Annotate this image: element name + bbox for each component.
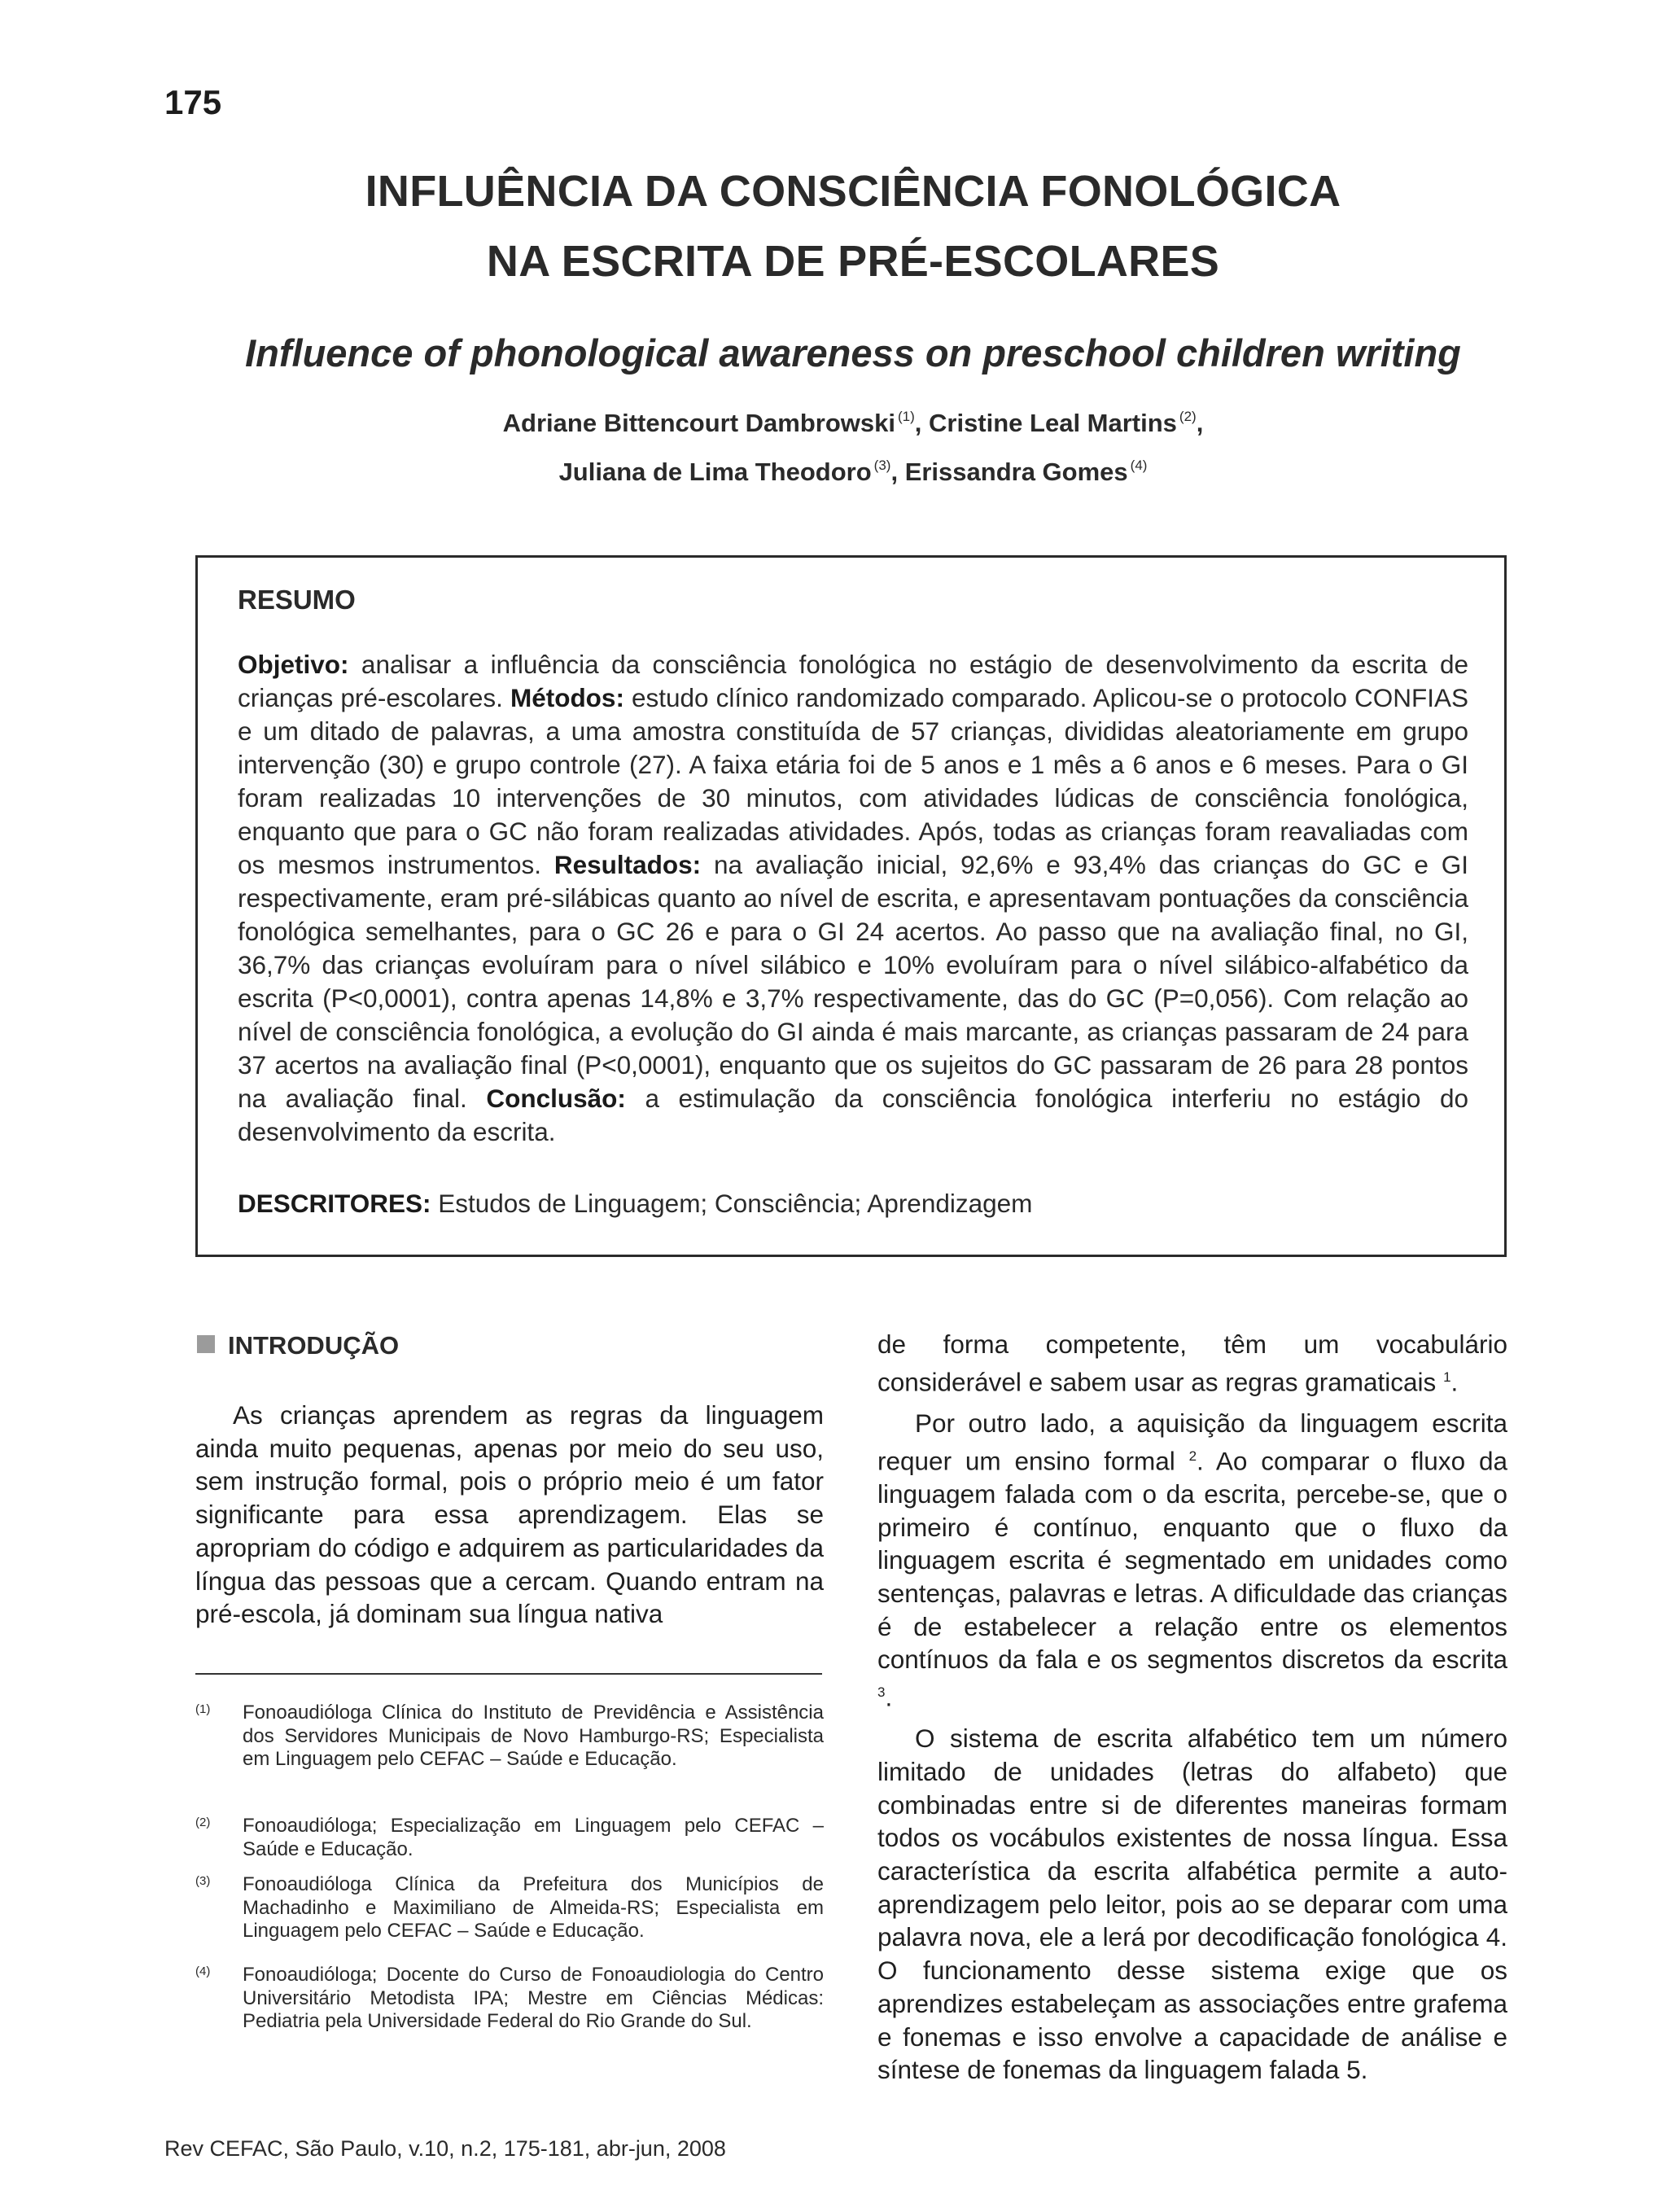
author-affiliation-mark: (4) bbox=[1130, 458, 1148, 473]
reference-mark: 2 bbox=[1188, 1448, 1197, 1464]
conclusao-label: Conclusão: bbox=[486, 1084, 626, 1113]
paragraph-text: Por outro lado, a aquisição da linguagem escrita requer um ensino formal bbox=[877, 1408, 1507, 1476]
footnote-text: Fonoaudióloga; Docente do Curso de Fonoaudiologia do Centro Universitário Metodista IPA; Mestre em Ciências Médicas: Pediatria pela Universidade Federal do Rio Grande do Sul. bbox=[243, 1964, 824, 2032]
continuation-text: de forma competente, têm um vocabulário considerável e sabem usar as regras gramaticais bbox=[877, 1329, 1507, 1397]
journal-citation-footer: Rev CEFAC, São Paulo, v.10, n.2, 175-181, abr-jun, 2008 bbox=[164, 2136, 726, 2161]
footnote-text: Fonoaudióloga Clínica da Prefeitura dos Municípios de Machadinho e Maximiliano de Almeida-RS; Especialista em Linguagem pelo CEFAC – Saúde e Educação. bbox=[243, 1873, 824, 1942]
introduction-heading-text: INTRODUÇÃO bbox=[228, 1331, 400, 1360]
author-affiliation-mark: (1) bbox=[897, 409, 915, 424]
footnote-text: Fonoaudióloga; Especialização em Linguagem pelo CEFAC – Saúde e Educação. bbox=[243, 1815, 824, 1860]
keywords-text: Estudos de Linguagem; Consciência; Aprendizagem bbox=[431, 1189, 1033, 1218]
right-column-text bbox=[877, 1328, 1507, 2095]
abstract-body bbox=[238, 648, 1468, 1149]
intro-paragraph-1-continuation bbox=[877, 1328, 1507, 1399]
footnote-mark: (4) bbox=[195, 1965, 211, 1978]
author-name: Adriane Bittencourt Dambrowski bbox=[502, 409, 895, 437]
conclusao-text: a estimulação da consciência fonológica interferiu no estágio do desenvolvimento da escrita. bbox=[238, 1084, 1468, 1146]
continuation-end: . bbox=[1450, 1367, 1459, 1397]
intro-paragraph-1: As crianças aprendem as regras da linguagem ainda muito pequenas, apenas por meio do seu uso, sem instrução formal, pois o próprio meio é um fator significante para essa aprendizagem. Elas se apropriam do código e adquirem as particularidades da língua das pessoas que a cercam. Quando entram na pré-escola, já dominam sua língua nativa bbox=[195, 1400, 824, 1629]
article-title-line-2: NA ESCRITA DE PRÉ-ESCOLARES bbox=[486, 237, 1220, 286]
introduction-heading bbox=[197, 1331, 399, 1360]
footnote-mark: (1) bbox=[195, 1702, 211, 1716]
author-name: Juliana de Lima Theodoro bbox=[558, 458, 872, 486]
resultados-text: na avaliação inicial, 92,6% e 93,4% das crianças do GC e GI respectivamente, eram pré-silábicas quanto ao nível de escrita, e apresentavam pontuações da consciência fonológica semelhantes, para o GC 26 e para o GI 24 acertos. Ao passo que na avaliação final, no GI, 36,7% das crianças evoluíram para o nível silábico e 10% evoluíram para o nível silábico-alfabético da escrita (P<0,0001), contra apenas 14,8% e 3,7% respectivamente, das do GC (P=0,056). Com relação ao nível de consciência fonológica, a evolução do GI ainda é mais marcante, as crianças passaram de 24 para 37 acertos na avaliação final (P<0,0001), enquanto que os sujeitos do GC passaram de 26 para 28 pontos na avaliação final. bbox=[238, 850, 1468, 1113]
keywords bbox=[238, 1189, 1032, 1219]
paragraph-text: . Ao comparar o fluxo da linguagem falada com o da escrita, percebe-se, que o primeiro é contínuo, enquanto que o fluxo da linguagem escrita é segmentado em unidades como sentenças, palavras e letras. A dificuldade das crianças é de estabelecer a relação entre os elementos contínuos da fala e os segmentos discretos da escrita bbox=[877, 1446, 1507, 1675]
footnote-divider bbox=[195, 1673, 822, 1675]
article-title-line-1: INFLUÊNCIA DA CONSCIÊNCIA FONOLÓGICA bbox=[365, 167, 1341, 216]
authors-line-1: Adriane Bittencourt Dambrowski $^{(1)}$, Cristine Leal Martins $^{(2)}$, bbox=[502, 409, 1204, 437]
paragraph-text: . bbox=[885, 1682, 893, 1712]
objetivo-text: analisar a influência da consciência fonológica no estágio de desenvolvimento da escrita de crianças pré-escolares. bbox=[238, 650, 1468, 712]
reference-mark: 3 bbox=[877, 1684, 886, 1701]
footnote-mark: (2) bbox=[195, 1816, 211, 1829]
author-name: Cristine Leal Martins bbox=[929, 409, 1177, 437]
metodos-label: Métodos: bbox=[510, 683, 624, 712]
footnote-text: Fonoaudióloga Clínica do Instituto de Previdência e Assistência dos Servidores Municipais de Novo Hamburgo-RS; Especialista em Linguagem pelo CEFAC – Saúde e Educação. bbox=[243, 1702, 824, 1770]
page-number: 175 bbox=[164, 83, 222, 121]
reference-mark: 1 bbox=[1443, 1369, 1451, 1385]
footnote-mark: (3) bbox=[195, 1874, 211, 1888]
english-title: Influence of phonological awareness on preschool children writing bbox=[245, 331, 1461, 375]
author-affiliation-mark: (3) bbox=[873, 458, 891, 473]
section-bullet-square bbox=[197, 1335, 215, 1353]
keywords-label: DESCRITORES: bbox=[238, 1189, 431, 1218]
intro-paragraph-3: O sistema de escrita alfabético tem um número limitado de unidades (letras do alfabeto) que combinadas entre si de diferentes maneiras formam todos os vocábulos existentes de nossa língua. Essa característica da escrita alfabética permite a auto-aprendizagem pelo leitor, pois ao se deparar com uma palavra nova, ele a lerá por decodificação fonológica 4. O funcionamento desse sistema exige que os aprendizes estabeleçam as associações entre grafema e fonemas e isso envolve a capacidade de análise e síntese de fonemas da linguagem falada 5. bbox=[877, 1724, 1507, 2085]
resultados-label: Resultados: bbox=[553, 850, 702, 879]
author-affiliation-mark: (2) bbox=[1179, 409, 1197, 424]
left-column-text bbox=[195, 1399, 824, 1631]
metodos-text: estudo clínico randomizado comparado. Aplicou-se o protocolo CONFIAS e um ditado de palavras, a uma amostra constituída de 57 crianças, divididas aleatoriamente em grupo intervenção (30) e grupo controle (27). A faixa etária foi de 5 anos e 1 mês a 6 anos e 6 meses. Para o GI foram realizadas 10 intervenções de 30 minutos, com atividades lúdicas de consciência fonológica, enquanto que para o GC não foram realizadas atividades. Após, todas as crianças foram reavaliadas com os mesmos instrumentos. bbox=[238, 683, 1468, 879]
intro-paragraph-2 bbox=[877, 1407, 1507, 1714]
authors-line-2: Juliana de Lima Theodoro $^{(3)}$, Erissandra Gomes $^{(4)}$ bbox=[558, 458, 1148, 486]
abstract-heading: RESUMO bbox=[238, 585, 356, 615]
author-name: Erissandra Gomes bbox=[904, 458, 1128, 486]
objetivo-label: Objetivo: bbox=[238, 650, 349, 679]
